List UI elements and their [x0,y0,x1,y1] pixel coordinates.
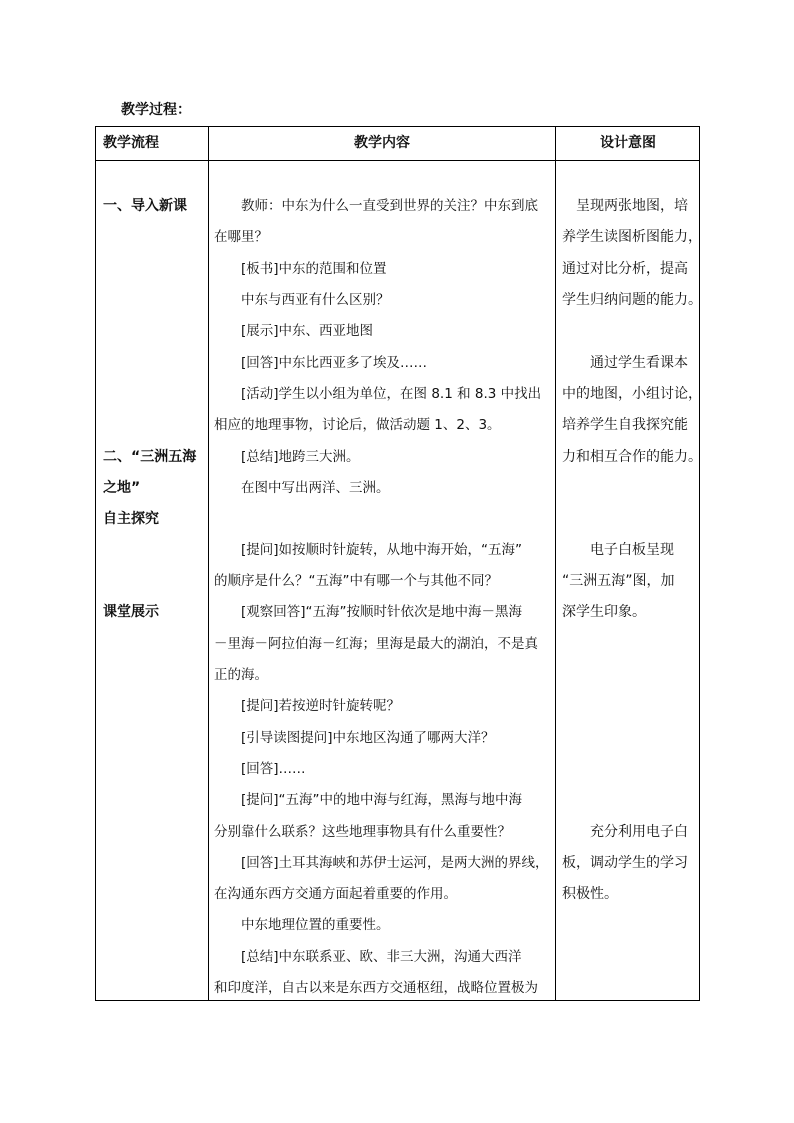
content-line: 相应的地理事物，讨论后，做活动题 1、2、3。 [214,417,501,433]
stage-three-continents-cont: 之地” [103,480,141,496]
content-line: [展示]中东、西亚地图 [214,323,374,339]
lesson-table [95,126,700,1001]
intent-line: 板，调动学生的学习 [562,855,688,871]
content-line: 正的海。 [214,667,268,683]
content-line: [提问]“五海”中的地中海与红海，黑海与地中海 [214,792,523,808]
content-line: [板书]中东的范围和位置 [214,261,387,277]
intent-line: “三洲五海”图，加 [562,573,675,589]
intent-line: 学生归纳问题的能力。 [562,292,702,308]
content-line: 教师：中东为什么一直受到世界的关注？中东到底 [214,198,538,214]
header-intent: 设计意图 [600,135,656,151]
intent-line: 通过对比分析，提高 [562,261,688,277]
content-line: 在图中写出两洋、三洲。 [214,480,390,496]
intent-line: 中的地图，小组讨论， [562,386,702,402]
intent-line: 养学生读图析图能力， [562,229,702,245]
stage-intro: 一、导入新课 [103,198,187,214]
intent-line: 通过学生看课本 [562,355,688,371]
stage-class-display: 课堂展示 [103,604,159,620]
content-line: [活动]学生以小组为单位，在图 8.1 和 8.3 中找出 [214,386,542,402]
intent-line: 充分利用电子白 [562,824,688,840]
intent-line: 呈现两张地图，培 [562,198,688,214]
header-flow: 教学流程 [103,135,159,151]
content-line: [回答]中东比西亚多了埃及…… [214,355,428,371]
content-line: 和印度洋，自古以来是东西方交通枢纽，战略位置极为 [214,980,538,996]
content-line: 中东地理位置的重要性。 [214,917,390,933]
header-row-divider [96,160,699,161]
content-line: [提问]若按逆时针旋转呢？ [214,698,401,714]
section-heading: 教学过程： [121,102,191,118]
content-line: 在哪里？ [214,229,268,245]
intent-line: 力和相互合作的能力。 [562,449,702,465]
stage-three-continents: 二、“三洲五海 [103,449,197,465]
intent-line: 培养学生自我探究能 [562,417,688,433]
content-line: 的顺序是什么？“五海”中有哪一个与其他不同？ [214,573,498,589]
column-divider-flow [208,127,209,1000]
content-line: [引导读图提问]中东地区沟通了哪两大洋？ [214,730,495,746]
content-line: 分别靠什么联系？这些地理事物具有什么重要性？ [214,824,511,840]
content-line: [观察回答]“五海”按顺时针依次是地中海－黑海 [214,604,523,620]
content-line: －里海－阿拉伯海－红海；里海是最大的湖泊，不是真 [214,636,538,652]
column-divider-content [555,127,556,1000]
content-line: 中东与西亚有什么区别？ [214,292,390,308]
intent-line: 电子白板呈现 [562,542,674,558]
content-line: [回答]…… [214,761,306,777]
stage-self-explore: 自主探究 [103,511,159,527]
content-line: [总结]地跨三大洲。 [214,449,360,465]
content-line: [提问]如按顺时针旋转，从地中海开始，“五海” [214,542,523,558]
intent-line: 深学生印象。 [562,604,646,620]
intent-line: 积极性。 [562,886,618,902]
content-line: 在沟通东西方交通方面起着重要的作用。 [214,886,457,902]
content-line: [回答]土耳其海峡和苏伊士运河，是两大洲的界线， [214,855,549,871]
header-content: 教学内容 [354,135,410,151]
content-line: [总结]中东联系亚、欧、非三大洲，沟通大西洋 [214,949,522,965]
